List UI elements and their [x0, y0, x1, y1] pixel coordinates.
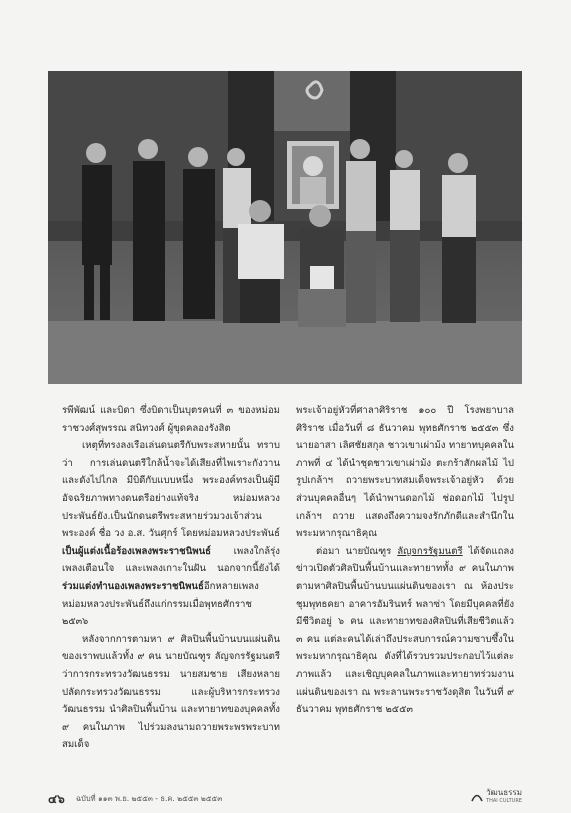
group-photo [48, 71, 522, 384]
paragraph-ceremony: พระเจ้าอยู่หัวที่ศาลาศิริราช ๑๐๐ ปี โรงพยาบาลศิริราช เมื่อวันที่ ๘ ธันวาคม พุทธศักราช ๒๕๕๓ ซึ่งนายอาสา เลิศชัยสกุล ชาวเขาเผ่าม้ง ทายาทบุคคลในภาพที่ ๔ ได้นำชุดชาวเขาเผ่าม้ง ตะกร้าสักผลไม้ ไปรูปเกล้าฯ ถวายพระบาทสมเด็จพระเจ้าอยู่หัว ด้วย ส่วนบุคคลอื่นๆ ได้นำพานดอกไม้ ช่อดอกไม้ ไปรูปเกล้าฯ ถวาย แสดงถึงความจงรักภักดีและสำนึกในพระมหากรุณาธิคุณ [296, 405, 514, 540]
paragraph-music-tail: อีกหลายเพลง หม่อมหลวงประพันธ์ถึงแก่กรรมเมื่อพุทธศักราช ๒๕๓๖ [62, 580, 259, 628]
press-body: ได้จัดแถลงข่าวเปิดตัวศิลปินพื้นบ้านและทายาททั้ง ๙ คนในภาพ ตามหาศิลปินพื้นบ้านบนแผ่นดินของเรา ณ ห้องประชุมพุทธคยา อาคารอัมรินทร์ พลาซ่า โดยมีบุคคลที่ยังมีชีวิตอยู่ ๖ คน และทายาทของศิลปินที่เสียชีวิตแล้ว ๓ คน แต่ละคนได้เล่าถึงประสบการณ์ความซาบซึ้งในพระมหากรุณาธิคุณ ดังที่ได้รวบรวมประกอบไว้แต่ละภาพแล้ว และเชิญบุคคลในภาพและทายาทร่วมงานแผ่นดินของเรา ณ พระลานพระราชวังดุสิต ในวันที่ ๙ ธันวาคม พุทธศักราช ๒๕๕๓ [296, 545, 514, 716]
paragraph-music-text: เหตุที่ทรงลงเรือเล่นดนตรีกับพระสหายนั้น ทราบว่า การเล่นดนตรีใกล้น้ำจะได้เสียงที่ไพเราะกังวาน และดังไปไกล มีบิดีกับแบบหนึ่ง พระองค์ทรงเป็นผู้มีอัจฉริยภาพทางดนตรีอย่างแท้จริง หม่อมหลวงประพันธ์ยัง.เป็นนักดนตรีพระสหายร่วมวงเจ้าส่วนพระองค์ ชื่อ วง อ.ส. วันศุกร์ โดยหม่อมหลวงประพันธ์ [62, 440, 280, 540]
left-column [62, 402, 280, 754]
paragraph-search: หลังจากการตามหา ๙ ศิลปินพื้นบ้านบนแผ่นดินของเราพบแล้วทั้ง ๙ คน นายบัณฑูร ลัญจกรรัฐมนตรีว่าการกระทรวงวัฒนธรรม นายสมชาย เสียงหลาย ปลัดกระทรวงวัฒนธรรม และผู้บริหารกระทรวงวัฒนธรรม นำศิลปินพื้นบ้าน และทายาทของบุคคลทั้ง ๙ คนในภาพ ไปร่วมลงนามถวายพระพรพระบาทสมเด็จ [62, 633, 280, 751]
paragraph-intro: รพีพัฒน์ และบิดา ซึ่งบิดาเป็นบุตรคนที่ ๓ ของหม่อมราชวงศ์สุพรรณ สนิทวงศ์ ผู้ขุดคลองรังสิต [62, 405, 280, 434]
logo-title: วัฒนธรรม [486, 788, 522, 797]
right-column [296, 402, 514, 719]
logo-subtitle: THAI CULTURE [486, 798, 522, 804]
melody-highlight: ร่วมแต่งทำนองเพลงพระราชนิพนธ์ [62, 580, 204, 592]
article-body [62, 402, 514, 790]
page-number: ๔๖ [48, 792, 65, 806]
paragraph-music [62, 437, 280, 631]
song-list: เพลงใกล้รุ่ง เพลงเตือนใจ และเพลงเกาะในฝัน นอกจากนี้ยังได้ [62, 545, 280, 575]
issue-info: ฉบับที่ ๑๑๓ พ.ย. ๒๕๕๓ - ธ.ค. ๒๕๕๓ ๒๕๕๓ [76, 794, 223, 803]
logo-text [486, 789, 522, 805]
press-intro: ต่อมา นายบัณฑูร [316, 545, 392, 557]
logo-icon [471, 792, 483, 802]
group-photo-image [48, 71, 522, 384]
paragraph-press [296, 543, 514, 719]
minister-name: ลัญจกรรัฐมนตรี [397, 545, 463, 557]
publication-logo [471, 788, 522, 806]
page-footer [48, 790, 522, 806]
lyrics-highlight: เป็นผู้แต่งเนื้อร้องเพลงพระราชนิพนธ์ [62, 545, 211, 557]
